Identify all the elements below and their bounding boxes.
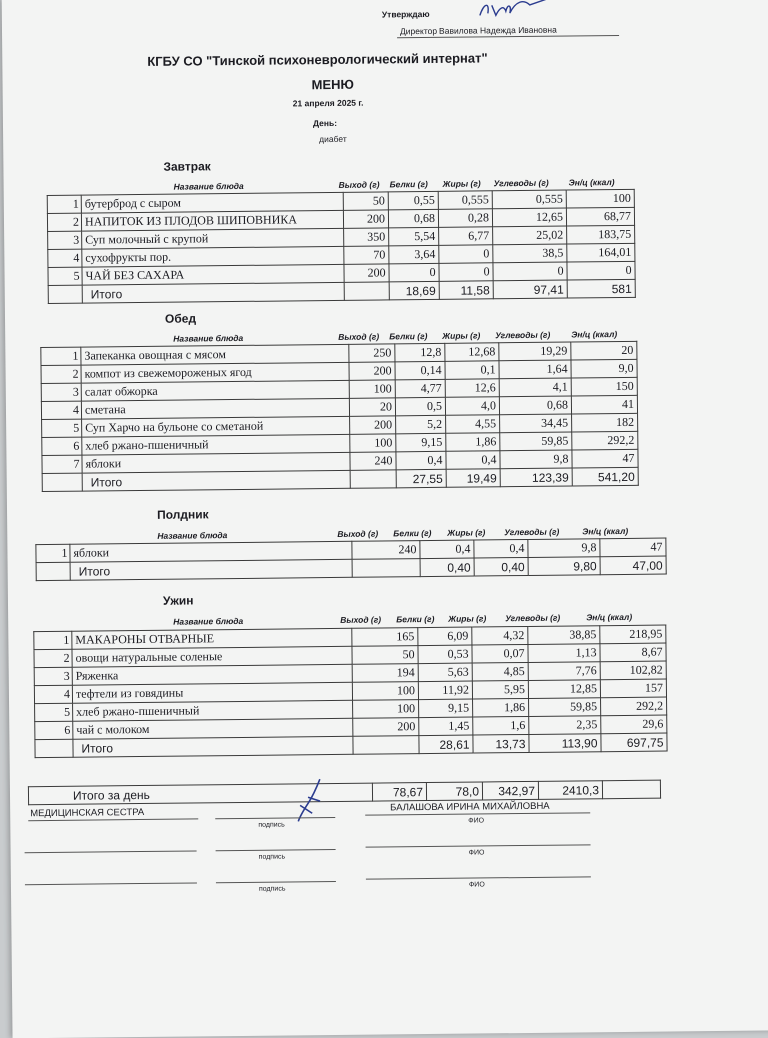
dish-energy: 29,6: [601, 715, 667, 734]
total-protein: 27,55: [396, 469, 446, 488]
dish-output: 200: [350, 416, 396, 434]
dish-protein: 4,77: [395, 379, 445, 398]
col-header-carbs: Углеводы (г): [495, 329, 551, 341]
total-energy: 697,75: [601, 733, 667, 752]
fio-caption: ФИО: [468, 849, 485, 857]
dish-output: 100: [352, 682, 418, 701]
total-protein: 0,40: [420, 558, 474, 577]
dish-protein: 0,53: [418, 645, 472, 664]
dish-name: компот из свежемороженых ягод: [81, 362, 349, 383]
dish-protein: 1,45: [419, 717, 473, 736]
dish-fat: 12,68: [445, 343, 499, 362]
total-empty: [352, 559, 420, 578]
dish-name: овощи натуральные соленые: [72, 646, 352, 667]
dish-protein: 3,64: [389, 245, 439, 264]
total-fat: 19,49: [446, 469, 500, 488]
total-energy: 541,20: [572, 467, 638, 486]
col-header-name: Название блюда: [173, 615, 244, 627]
dish-fat: 1,6: [473, 716, 529, 735]
dish-output: 250: [349, 344, 395, 362]
menu-title: МЕНЮ: [311, 76, 354, 93]
dish-protein: 9,15: [396, 433, 446, 452]
dish-energy: 218,95: [600, 625, 666, 644]
day-total-label: Итого за день: [28, 783, 372, 805]
dish-name: чай с молоком: [73, 718, 353, 739]
total-carbs: 9,80: [528, 557, 600, 576]
dish-carbs: 59,85: [529, 698, 601, 717]
dish-name: салат обжорка: [81, 380, 349, 401]
dish-carbs: 59,85: [500, 432, 572, 451]
dish-energy: 164,01: [567, 243, 635, 262]
dish-fat: 4,0: [445, 397, 499, 416]
row-number: 6: [35, 721, 73, 739]
day-total-energy: 2410,3: [538, 781, 602, 800]
day-label: День:: [312, 117, 338, 129]
col-header-output: Выход (г): [338, 331, 380, 342]
row-number: 1: [47, 195, 81, 213]
dish-energy: 68,77: [566, 207, 634, 226]
day-total-carbs: 342,97: [482, 781, 538, 800]
dish-energy: 47: [572, 449, 638, 468]
dish-output: 200: [343, 210, 388, 228]
dish-carbs: 2,35: [529, 716, 601, 735]
dish-output: 240: [350, 452, 396, 470]
organization-title: КГБУ СО "Тинской психоневрологический интернат": [147, 50, 488, 69]
dish-carbs: 9,8: [528, 539, 600, 558]
dish-name: ЧАЙ БЕЗ САХАРА: [82, 264, 344, 285]
dish-protein: 0,5: [395, 397, 445, 416]
dish-fat: 0,4: [474, 539, 528, 558]
total-protein: 28,61: [419, 735, 473, 754]
dish-name: Запеканка овощная с мясом: [81, 344, 349, 365]
dish-fat: 5,95: [472, 680, 528, 699]
director-name: Вавилова Надежда Ивановна: [438, 24, 557, 36]
sig-line: [366, 844, 591, 847]
dish-protein: 0: [389, 263, 439, 282]
col-header-output: Выход (г): [337, 528, 379, 539]
dish-fat: 0: [439, 245, 493, 264]
document-sheet: [2, 0, 768, 1038]
signature-caption: подпись: [258, 853, 286, 861]
dish-fat: 1,86: [446, 433, 500, 452]
dish-protein: 0,4: [420, 540, 474, 559]
dish-energy: 9,0: [571, 359, 637, 378]
dish-name: НАПИТОК ИЗ ПЛОДОВ ШИПОВНИКА: [81, 210, 343, 231]
col-header-protein: Белки (г): [396, 613, 435, 625]
dish-carbs: 25,02: [493, 226, 567, 245]
signature-caption: подпись: [258, 885, 286, 893]
total-fat: 0,40: [474, 557, 528, 576]
total-energy: 47,00: [600, 556, 666, 575]
day-total-protein: 78,67: [372, 783, 426, 802]
total-empty: [350, 470, 396, 488]
dish-output: 165: [352, 628, 418, 647]
dish-output: 200: [344, 264, 389, 282]
row-number: 5: [42, 419, 82, 437]
row-number: 4: [48, 249, 82, 267]
dish-fat: 0,28: [438, 209, 492, 228]
dish-fat: 12,6: [445, 379, 499, 398]
col-header-energy: Эн/ц (ккал): [568, 177, 615, 188]
col-header-energy: Эн/ц (ккал): [571, 329, 618, 340]
signature-caption: подпись: [258, 821, 285, 829]
dish-carbs: 34,45: [500, 414, 572, 433]
dish-name: бутерброд с сыром: [81, 192, 343, 213]
dish-output: 100: [353, 700, 419, 719]
dish-fat: 1,86: [473, 698, 529, 717]
col-header-fat: Жиры (г): [447, 527, 486, 538]
nurse-name: БАЛАШОВА ИРИНА МИХАЙЛОВНА: [390, 800, 550, 814]
lunch-table: [40, 341, 638, 492]
dish-protein: 5,63: [418, 663, 472, 682]
dish-energy: 102,82: [600, 661, 666, 680]
dish-output: 100: [349, 380, 395, 398]
col-header-name: Название блюда: [173, 180, 244, 192]
sig-line: [25, 850, 197, 853]
total-empty: [42, 473, 82, 491]
dish-protein: 0,14: [395, 361, 445, 380]
row-number: 1: [41, 347, 81, 365]
row-number: 1: [36, 544, 70, 562]
total-empty: [36, 562, 70, 580]
nurse-role: МЕДИЦИНСКАЯ СЕСТРА: [30, 806, 145, 820]
dish-name: Ряженка: [72, 664, 352, 685]
dish-name: Суп молочный с крупой: [82, 228, 344, 249]
col-header-energy: Эн/ц (ккал): [586, 611, 633, 623]
total-carbs: 97,41: [493, 280, 567, 299]
row-number: 4: [41, 401, 81, 419]
dish-output: 350: [344, 228, 389, 246]
sig-line: [216, 881, 336, 883]
col-header-carbs: Углеводы (г): [505, 612, 561, 624]
dish-carbs: 12,85: [528, 680, 600, 699]
total-label: Итого: [82, 470, 350, 491]
sig-line: [216, 849, 336, 851]
dish-output: 200: [349, 362, 395, 380]
dish-energy: 0: [567, 261, 635, 280]
total-protein: 18,69: [389, 281, 439, 300]
dish-protein: 0,68: [388, 209, 438, 228]
day-total-table: [28, 780, 661, 806]
dish-energy: 292,2: [572, 431, 638, 450]
total-empty: [48, 285, 82, 303]
section-title-snack: Полдник: [156, 507, 209, 522]
dish-protein: 12,8: [395, 343, 445, 362]
fio-caption: ФИО: [468, 881, 485, 889]
dish-fat: 0,555: [438, 191, 492, 210]
total-fat: 11,58: [439, 281, 493, 300]
section-title-breakfast: Завтрак: [163, 159, 211, 174]
director-signature: [472, 0, 562, 24]
dish-energy: 47: [600, 538, 666, 557]
dish-energy: 8,67: [600, 643, 666, 662]
dish-output: 194: [352, 664, 418, 683]
dish-energy: 182: [572, 413, 638, 432]
dish-carbs: 12,65: [492, 208, 566, 227]
dish-carbs: 1,64: [499, 360, 571, 379]
dish-protein: 5,54: [389, 227, 439, 246]
total-energy: 581: [567, 279, 635, 298]
dish-name: яблоки: [82, 452, 350, 473]
total-empty: [344, 282, 389, 300]
dish-protein: 6,09: [418, 627, 472, 646]
dish-fat: 4,32: [472, 626, 528, 645]
dish-carbs: 38,85: [528, 626, 600, 645]
total-fat: 13,73: [473, 734, 529, 753]
dish-carbs: 1,13: [528, 644, 600, 663]
dish-protein: 11,92: [418, 681, 472, 700]
dish-protein: 0,4: [396, 451, 446, 470]
sig-line: [366, 876, 591, 879]
dish-carbs: 0,555: [492, 190, 566, 209]
dish-output: 240: [352, 541, 420, 560]
dish-energy: 183,75: [567, 225, 635, 244]
dish-fat: 4,55: [446, 415, 500, 434]
col-header-protein: Белки (г): [389, 178, 428, 190]
dish-energy: 292,2: [601, 697, 667, 716]
dish-fat: 0: [439, 263, 493, 282]
row-number: 3: [48, 231, 82, 249]
col-header-carbs: Углеводы (г): [504, 526, 560, 538]
dish-output: 50: [352, 646, 418, 665]
col-header-output: Выход (г): [340, 614, 382, 625]
total-label: Итого: [82, 282, 344, 303]
dish-carbs: 7,76: [528, 662, 600, 681]
row-number: 7: [42, 455, 82, 473]
day-total-empty: [602, 780, 660, 799]
col-header-protein: Белки (г): [393, 527, 432, 539]
snack-table: [35, 538, 666, 582]
dish-energy: 157: [600, 679, 666, 698]
total-label: Итого: [73, 736, 353, 757]
row-number: 2: [34, 649, 72, 667]
dish-energy: 20: [571, 341, 637, 360]
col-header-fat: Жиры (г): [442, 178, 481, 189]
dish-output: 50: [343, 192, 388, 210]
approval-label: Утверждаю: [381, 8, 430, 20]
sig-line: [25, 882, 197, 885]
menu-date: 21 апреля 2025 г.: [292, 97, 364, 109]
col-header-fat: Жиры (г): [442, 330, 481, 341]
section-title-dinner: Ужин: [162, 593, 194, 608]
section-title-lunch: Обед: [164, 311, 197, 326]
total-carbs: 113,90: [529, 734, 601, 753]
dish-name: хлеб ржано-пшеничный: [73, 700, 353, 721]
dish-fat: 0,4: [446, 451, 500, 470]
dish-fat: 0,1: [445, 361, 499, 380]
col-header-fat: Жиры (г): [448, 613, 487, 624]
director-title: Директор: [399, 25, 438, 37]
row-number: 5: [35, 703, 73, 721]
dish-output: 70: [344, 246, 389, 264]
row-number: 2: [47, 213, 81, 231]
row-number: 6: [42, 437, 82, 455]
dish-carbs: 4,1: [499, 378, 571, 397]
total-empty: [353, 736, 419, 755]
total-carbs: 123,39: [500, 468, 572, 487]
dish-protein: 9,15: [419, 699, 473, 718]
total-empty: [35, 739, 73, 757]
row-number: 4: [34, 685, 72, 703]
dish-carbs: 19,29: [499, 342, 571, 361]
row-number: 5: [48, 267, 82, 285]
breakfast-table: [47, 189, 636, 304]
fio-caption: ФИО: [468, 817, 485, 825]
row-number: 3: [34, 667, 72, 685]
row-number: 2: [41, 365, 81, 383]
row-number: 3: [41, 383, 81, 401]
row-number: 1: [34, 631, 72, 649]
dish-name: сметана: [81, 398, 349, 419]
dish-name: сухофрукты пор.: [82, 246, 344, 267]
dish-name: тефтели из говядины: [72, 682, 352, 703]
col-header-protein: Белки (г): [389, 331, 428, 342]
dish-output: 200: [353, 718, 419, 737]
col-header-name: Название блюда: [157, 530, 228, 541]
day-total-fat: 78,0: [426, 782, 482, 801]
dish-name: хлеб ржано-пшеничный: [82, 434, 350, 455]
dish-fat: 4,85: [472, 662, 528, 681]
dish-protein: 5,2: [396, 415, 446, 434]
dish-carbs: 0,68: [499, 396, 571, 415]
dish-output: 20: [349, 398, 395, 416]
dish-name: яблоки: [70, 541, 352, 562]
dish-fat: 6,77: [439, 227, 493, 246]
dish-protein: 0,55: [388, 191, 438, 210]
dish-energy: 41: [571, 395, 637, 414]
dinner-table: [33, 625, 667, 759]
dish-fat: 0,07: [472, 644, 528, 663]
dish-name: Суп Харчо на бульоне со сметаной: [82, 416, 350, 437]
dish-carbs: 38,5: [493, 244, 567, 263]
diet-label: диабет: [319, 133, 347, 145]
col-header-carbs: Углеводы (г): [493, 177, 549, 189]
dish-carbs: 9,8: [500, 450, 572, 469]
dish-carbs: 0: [493, 262, 567, 281]
dish-name: МАКАРОНЫ ОТВАРНЫЕ: [72, 628, 352, 649]
dish-energy: 150: [571, 377, 637, 396]
col-header-output: Выход (г): [338, 179, 380, 190]
col-header-name: Название блюда: [173, 332, 244, 344]
dish-energy: 100: [566, 189, 634, 208]
total-label: Итого: [70, 559, 352, 580]
col-header-energy: Эн/ц (ккал): [582, 525, 629, 537]
dish-output: 100: [350, 434, 396, 452]
